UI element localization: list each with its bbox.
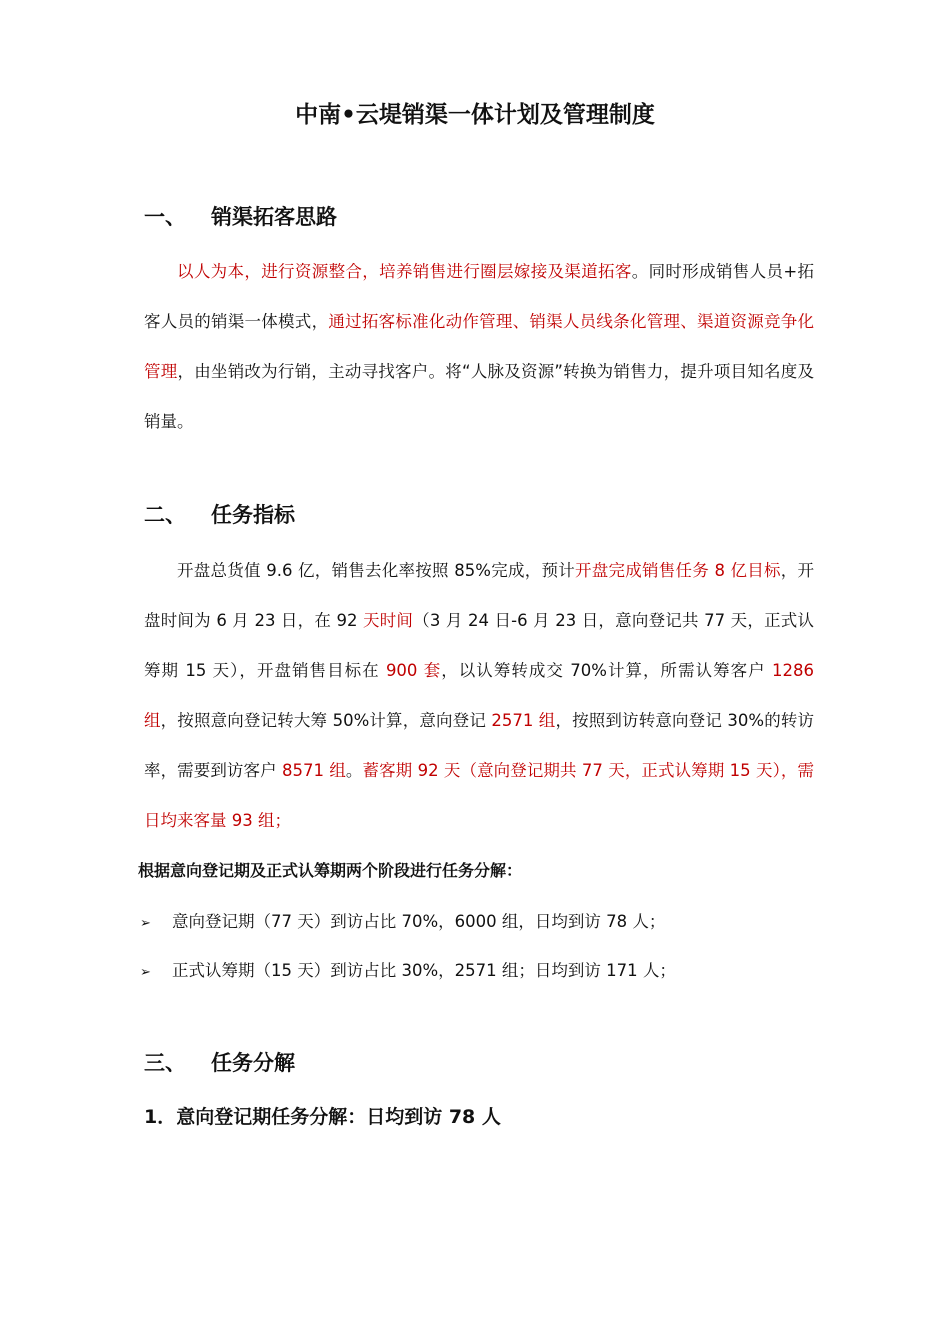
paragraph-strategy xyxy=(144,247,814,447)
section-title: 任务分解 xyxy=(211,1051,295,1075)
body-text: 。 xyxy=(345,761,363,780)
section-number: 一、 xyxy=(144,205,186,229)
body-text: 。同时形成销售人员+拓客人员的销渠一体模式， xyxy=(144,262,815,331)
body-text: ，按照到访转意向登记 30%的转访率，需要到访客户 xyxy=(144,711,814,780)
body-text: ，开盘时间为 6 月 23 日，在 92 xyxy=(144,561,815,630)
highlight-text: 通过拓客标准化动作管理、销渠人员线条化管理、渠道资源竞争化管理 xyxy=(144,312,815,381)
arrow-bullet-icon: ➢ xyxy=(140,916,151,931)
highlight-text: 8571 组 xyxy=(282,761,346,780)
arrow-bullet-icon: ➢ xyxy=(140,965,151,980)
section-number: 二、 xyxy=(144,503,186,527)
body-text: ，按照意向登记转大筹 50%计算，意向登记 xyxy=(160,711,492,730)
section-heading-3 xyxy=(144,1048,295,1078)
bullet-item xyxy=(140,958,676,986)
paragraph-targets xyxy=(144,546,814,846)
bullet-text: 意向登记期（77 天）到访占比 70%，6000 组，日均到访 78 人； xyxy=(172,912,666,931)
page-title: 中南•云堤销渠一体计划及管理制度 xyxy=(295,102,655,128)
highlight-text: 蓄客期 92 天（意向登记期共 77 天，正式认筹期 15 天），需日均来客量 93 组； xyxy=(144,761,814,830)
body-text: （3 月 24 日-6 月 23 日，意向登记共 77 天，正式认筹期 15 天），开盘销售目标在 xyxy=(144,611,814,680)
section-title: 任务指标 xyxy=(211,503,295,527)
highlight-text: 2571 组 xyxy=(491,711,556,730)
section-heading-2 xyxy=(144,500,295,530)
highlight-text: 以人为本，进行资源整合，培养销售进行圈层嫁接及渠道拓客 xyxy=(177,262,632,281)
body-text: 开盘总货值 9.6 亿，销售去化率按照 85%完成，预计 xyxy=(177,561,575,580)
section-number: 三、 xyxy=(144,1051,186,1075)
highlight-text: 1286 组 xyxy=(144,661,814,730)
bullet-item xyxy=(140,909,665,937)
section-heading-1 xyxy=(144,202,337,232)
highlight-text: 天时间 xyxy=(362,611,414,630)
section-title: 销渠拓客思路 xyxy=(211,205,337,229)
highlight-text: 900 套 xyxy=(385,661,442,680)
highlight-text: 开盘完成销售任务 8 亿目标 xyxy=(574,561,781,580)
bullet-text: 正式认筹期（15 天）到访占比 30%，2571 组；日均到访 171 人； xyxy=(172,961,676,980)
body-text: ，由坐销改为行销，主动寻找客户。将“人脉及资源”转换为销售力，提升项目知名度及销量。 xyxy=(144,362,815,431)
subsection-heading: 1．意向登记期任务分解：日均到访 78 人 xyxy=(144,1106,501,1128)
body-text: ，以认筹转成交 70%计算，所需认筹客户 xyxy=(441,661,772,680)
task-note: 根据意向登记期及正式认筹期两个阶段进行任务分解： xyxy=(138,861,523,880)
